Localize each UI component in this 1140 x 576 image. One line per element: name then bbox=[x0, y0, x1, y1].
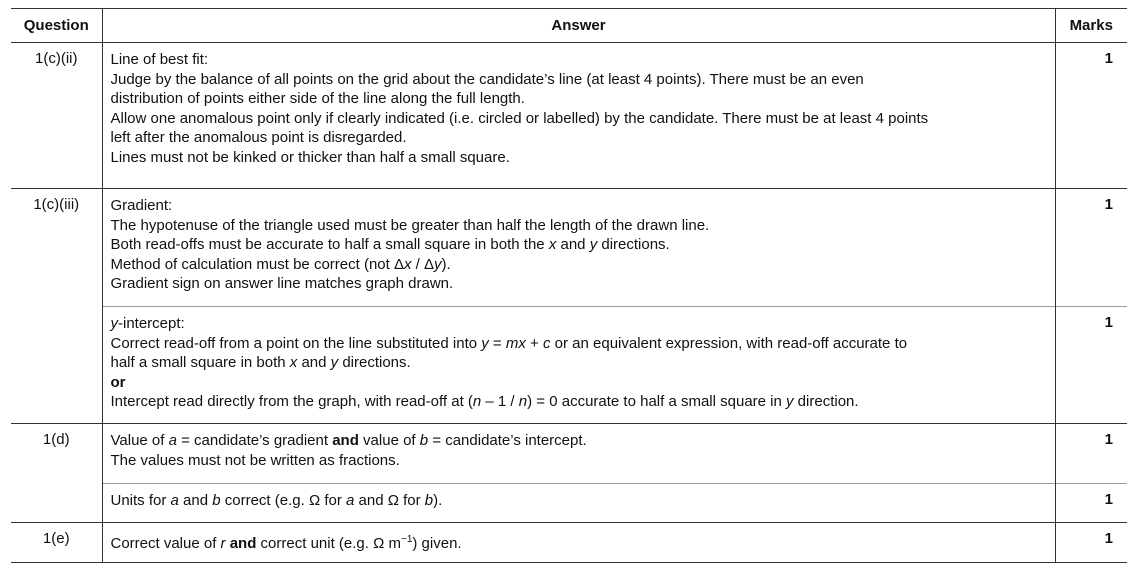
answer-line: Units for a and b correct (e.g. Ω for a and Ω for b). bbox=[110, 492, 443, 509]
marks-value: 1 bbox=[1055, 307, 1127, 424]
answer-line: or bbox=[110, 373, 126, 391]
answer-line: The hypotenuse of the triangle used must be greater than half the length of the drawn line. bbox=[110, 216, 710, 234]
answer-line: y-intercept: bbox=[110, 315, 185, 332]
header-marks: Marks bbox=[1055, 9, 1127, 43]
question-number: 1(c)(iii) bbox=[11, 189, 102, 307]
header-row bbox=[11, 9, 1127, 43]
question-number: 1(e) bbox=[11, 523, 102, 563]
answer-line: Correct value of r and correct unit (e.g. Ω $m^{-1}$) given. bbox=[110, 534, 462, 552]
table-row bbox=[11, 43, 1127, 189]
table-row bbox=[11, 484, 1127, 523]
answer-line: Judge by the balance of all points on the grid about the candidate’s line (at least 4 points). There must be an even bbox=[110, 70, 864, 88]
answer-line: Intercept read directly from the graph, with read-off at (n – 1 / n) = 0 accurate to half a small square in y direction. bbox=[110, 393, 859, 410]
question-number: 1(d) bbox=[11, 424, 102, 484]
answer-line: Value of a = candidate’s gradient and value of b = candidate’s intercept. bbox=[110, 432, 587, 449]
header-answer: Answer bbox=[102, 9, 1055, 43]
question-number bbox=[11, 307, 102, 424]
answer-line: Allow one anomalous point only if clearly indicated (i.e. circled or labelled) by the candidate. There must be at least 4 points bbox=[110, 109, 929, 127]
answer-cell bbox=[102, 307, 1055, 424]
answer-cell bbox=[102, 189, 1055, 307]
answer-line: The values must not be written as fractions. bbox=[110, 451, 400, 469]
answer-line: distribution of points either side of the line along the full length. bbox=[110, 90, 525, 107]
answer-cell bbox=[102, 523, 1055, 563]
answer-cell bbox=[102, 43, 1055, 189]
table-row bbox=[11, 424, 1127, 484]
answer-line: Both read-offs must be accurate to half a small square in both the x and y directions. bbox=[110, 236, 670, 253]
answer-cell bbox=[102, 484, 1055, 523]
table-row bbox=[11, 523, 1127, 563]
answer-line: half a small square in both x and y directions. bbox=[110, 354, 411, 371]
answer-line: Correct read-off from a point on the line substituted into y = mx + c or an equivalent expression, with read-off accurate to bbox=[110, 334, 908, 352]
marks-value: 1 bbox=[1055, 424, 1127, 484]
marks-value: 1 bbox=[1055, 189, 1127, 307]
answer-cell bbox=[102, 424, 1055, 484]
marks-value: 1 bbox=[1055, 43, 1127, 189]
answer-line: Line of best fit: bbox=[110, 51, 209, 68]
answer-line: Lines must not be kinked or thicker than half a small square. bbox=[110, 148, 510, 166]
marks-value: 1 bbox=[1055, 523, 1127, 563]
question-number bbox=[11, 484, 102, 523]
header-question: Question bbox=[11, 9, 102, 43]
answer-line: left after the anomalous point is disregarded. bbox=[110, 129, 407, 146]
answer-line: Method of calculation must be correct (not Δx / Δy). bbox=[110, 255, 451, 273]
answer-line: Gradient sign on answer line matches graph drawn. bbox=[110, 275, 454, 292]
question-number: 1(c)(ii) bbox=[35, 50, 78, 67]
mark-scheme-table bbox=[11, 8, 1127, 563]
marks-value: 1 bbox=[1055, 484, 1127, 523]
table-row bbox=[11, 307, 1127, 424]
table-row bbox=[11, 189, 1127, 307]
answer-line: Gradient: bbox=[110, 197, 173, 214]
